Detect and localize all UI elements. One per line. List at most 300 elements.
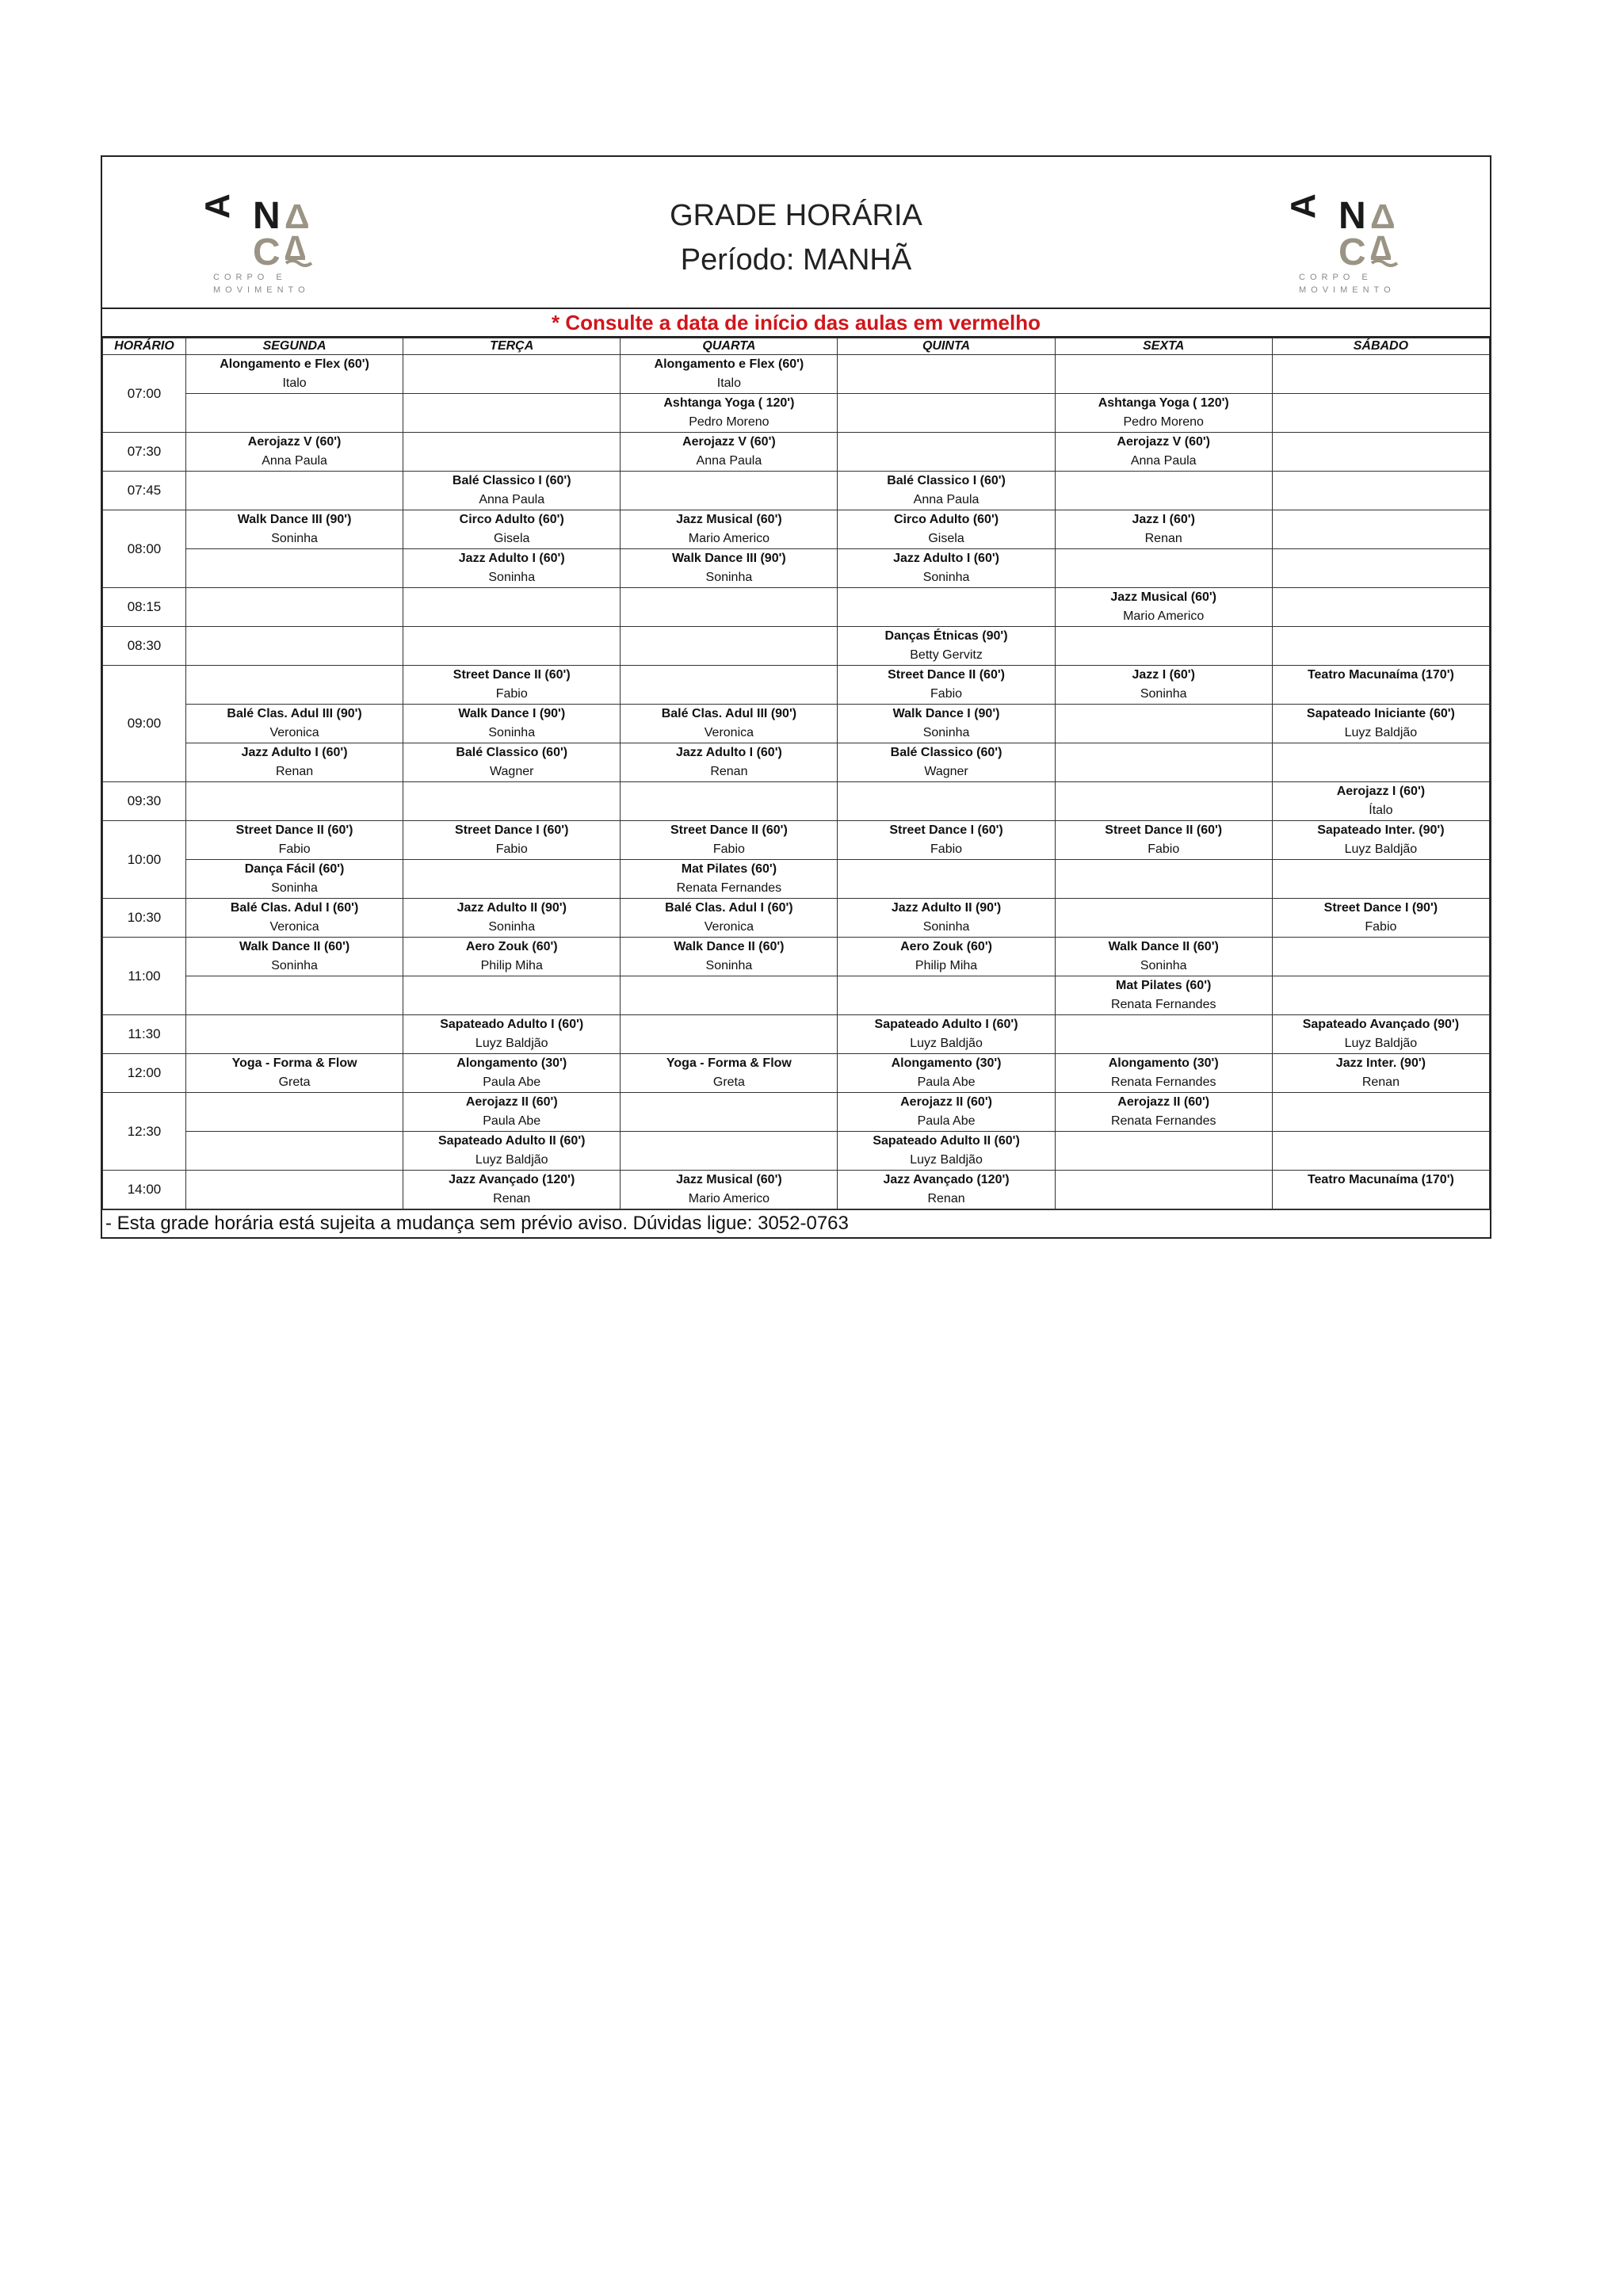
svg-text:C: C bbox=[1338, 231, 1366, 273]
class-name: Walk Dance II (60') bbox=[1108, 940, 1219, 953]
class-name: Yoga - Forma & Flow bbox=[231, 1056, 357, 1070]
class-cell bbox=[1272, 782, 1489, 821]
teacher-name: Soninha bbox=[1140, 959, 1187, 972]
table-row bbox=[103, 627, 1490, 666]
time-cell: 07:45 bbox=[103, 472, 186, 510]
class-cell bbox=[1272, 394, 1489, 433]
time-cell: 11:00 bbox=[103, 938, 186, 1015]
class-name: Alongamento (30') bbox=[891, 1056, 1002, 1070]
teacher-name: Paula Abe bbox=[917, 1075, 976, 1089]
class-name: Balé Clas. Adul I (60') bbox=[665, 901, 793, 915]
anaca-logo-mark bbox=[1284, 173, 1434, 273]
class-cell bbox=[621, 1054, 838, 1093]
teacher-name: Soninha bbox=[922, 920, 970, 934]
svg-text:C: C bbox=[253, 231, 281, 273]
class-name: Aero Zouk (60') bbox=[465, 940, 558, 953]
table-row bbox=[103, 355, 1490, 394]
teacher-name: Renan bbox=[493, 1192, 531, 1205]
column-header-6: SÁBADO bbox=[1272, 338, 1489, 355]
class-cell bbox=[1272, 1171, 1489, 1209]
class-cell bbox=[1055, 976, 1272, 1015]
class-cell bbox=[1055, 899, 1272, 938]
class-name: Walk Dance II (60') bbox=[239, 940, 350, 953]
class-cell bbox=[186, 355, 403, 394]
class-name: Sapateado Adulto I (60') bbox=[440, 1018, 584, 1031]
class-cell bbox=[1272, 1054, 1489, 1093]
svg-text:A: A bbox=[1284, 193, 1323, 219]
time-cell: 07:30 bbox=[103, 433, 186, 472]
class-cell bbox=[403, 588, 621, 627]
teacher-name: Mario Americo bbox=[688, 532, 770, 545]
teacher-name: Ítalo bbox=[1369, 804, 1393, 817]
teacher-name: Mario Americo bbox=[688, 1192, 770, 1205]
teacher-name: Mario Americo bbox=[1123, 609, 1205, 623]
class-name: Street Dance I (60') bbox=[455, 823, 569, 837]
class-cell bbox=[621, 355, 838, 394]
logo-subtitle-2: MOVIMENTO bbox=[1299, 285, 1396, 295]
class-cell bbox=[186, 549, 403, 588]
class-name: Street Dance II (60') bbox=[453, 668, 571, 682]
class-name: Teatro Macunaíma (170') bbox=[1307, 668, 1454, 682]
teacher-name: Anna Paula bbox=[913, 493, 980, 506]
class-cell bbox=[403, 1054, 621, 1093]
class-name: Jazz Musical (60') bbox=[676, 513, 782, 526]
class-cell bbox=[838, 1054, 1055, 1093]
class-name: Jazz I (60') bbox=[1132, 513, 1195, 526]
class-name: Aerojazz II (60') bbox=[1117, 1095, 1210, 1109]
class-cell bbox=[838, 705, 1055, 743]
table-row bbox=[103, 510, 1490, 549]
teacher-name: Soninha bbox=[271, 532, 318, 545]
teacher-name: Greta bbox=[712, 1075, 745, 1089]
teacher-name: Fabio bbox=[930, 687, 963, 701]
class-cell bbox=[1055, 588, 1272, 627]
class-name: Teatro Macunaíma (170') bbox=[1307, 1173, 1454, 1186]
table-row bbox=[103, 1132, 1490, 1171]
teacher-name: Soninha bbox=[922, 726, 970, 739]
teacher-name: Luyz Baldjão bbox=[1344, 726, 1418, 739]
class-name: Balé Classico I (60') bbox=[887, 474, 1006, 487]
logo-subtitle-2: MOVIMENTO bbox=[213, 285, 310, 295]
teacher-name: Renan bbox=[927, 1192, 965, 1205]
column-header-2: TERÇA bbox=[403, 338, 621, 355]
teacher-name: Luyz Baldjão bbox=[1344, 1037, 1418, 1050]
teacher-name: Italo bbox=[282, 376, 307, 390]
time-cell: 08:00 bbox=[103, 510, 186, 588]
table-row bbox=[103, 782, 1490, 821]
class-cell bbox=[403, 782, 621, 821]
table-row bbox=[103, 433, 1490, 472]
class-cell bbox=[186, 666, 403, 705]
teacher-name: Philip Miha bbox=[915, 959, 978, 972]
teacher-name: Renan bbox=[1144, 532, 1182, 545]
teacher-name: Renan bbox=[710, 765, 748, 778]
svg-text:N: N bbox=[253, 195, 281, 237]
column-header-4: QUINTA bbox=[838, 338, 1055, 355]
teacher-name: Soninha bbox=[488, 571, 536, 584]
teacher-name: Wagner bbox=[924, 765, 968, 778]
class-cell bbox=[621, 860, 838, 899]
table-row bbox=[103, 1093, 1490, 1132]
class-cell bbox=[621, 588, 838, 627]
class-cell bbox=[1055, 1015, 1272, 1054]
class-name: Jazz Musical (60') bbox=[1110, 590, 1217, 604]
table-row bbox=[103, 938, 1490, 976]
class-cell bbox=[186, 627, 403, 666]
class-cell bbox=[838, 472, 1055, 510]
teacher-name: Wagner bbox=[490, 765, 534, 778]
class-name: Circo Adulto (60') bbox=[459, 513, 564, 526]
teacher-name: Luyz Baldjão bbox=[1344, 842, 1418, 856]
class-cell bbox=[186, 976, 403, 1015]
class-cell bbox=[1272, 976, 1489, 1015]
class-cell bbox=[1055, 743, 1272, 782]
sheet-header bbox=[102, 157, 1490, 309]
class-cell bbox=[838, 1132, 1055, 1171]
table-row bbox=[103, 666, 1490, 705]
teacher-name: Veronica bbox=[269, 726, 319, 739]
class-cell bbox=[838, 1015, 1055, 1054]
class-name: Jazz Adulto I (60') bbox=[241, 746, 348, 759]
class-cell bbox=[621, 1171, 838, 1209]
class-name: Ashtanga Yoga ( 120') bbox=[663, 396, 795, 410]
class-cell bbox=[838, 821, 1055, 860]
teacher-name: Fabio bbox=[278, 842, 311, 856]
time-cell: 10:30 bbox=[103, 899, 186, 938]
page-title: GRADE HORÁRIA bbox=[670, 199, 922, 232]
class-cell bbox=[1272, 899, 1489, 938]
teacher-name: Fabio bbox=[930, 842, 963, 856]
class-cell bbox=[1055, 472, 1272, 510]
teacher-name: Renata Fernandes bbox=[1110, 1075, 1216, 1089]
class-cell bbox=[403, 510, 621, 549]
class-cell bbox=[1055, 433, 1272, 472]
class-cell bbox=[621, 1132, 838, 1171]
svg-text:∆: ∆ bbox=[285, 229, 306, 268]
table-row bbox=[103, 394, 1490, 433]
class-name: Circo Adulto (60') bbox=[893, 513, 999, 526]
class-cell bbox=[186, 782, 403, 821]
teacher-name: Soninha bbox=[705, 959, 753, 972]
class-name: Alongamento (30') bbox=[1108, 1056, 1219, 1070]
class-cell bbox=[186, 743, 403, 782]
class-cell bbox=[621, 743, 838, 782]
time-cell: 09:00 bbox=[103, 666, 186, 782]
class-cell bbox=[186, 510, 403, 549]
teacher-name: Pedro Moreno bbox=[1123, 415, 1204, 429]
class-cell bbox=[838, 666, 1055, 705]
logo-subtitle-1: CORPO E bbox=[213, 273, 287, 282]
class-cell bbox=[403, 627, 621, 666]
teacher-name: Renan bbox=[276, 765, 314, 778]
class-cell bbox=[403, 860, 621, 899]
class-cell bbox=[1055, 860, 1272, 899]
teacher-name: Luyz Baldjão bbox=[475, 1037, 548, 1050]
class-cell bbox=[838, 394, 1055, 433]
class-cell bbox=[838, 510, 1055, 549]
time-cell: 09:30 bbox=[103, 782, 186, 821]
class-name: Mat Pilates (60') bbox=[1116, 979, 1212, 992]
class-name: Street Dance II (60') bbox=[888, 668, 1005, 682]
class-name: Walk Dance I (90') bbox=[892, 707, 1000, 720]
class-cell bbox=[403, 549, 621, 588]
footer-disclaimer: - Esta grade horária está sujeita a mudança sem prévio aviso. Dúvidas ligue: 3052-0763 bbox=[102, 1209, 1490, 1237]
teacher-name: Gisela bbox=[494, 532, 530, 545]
class-cell bbox=[1055, 627, 1272, 666]
class-cell bbox=[1272, 549, 1489, 588]
class-cell bbox=[621, 549, 838, 588]
class-cell bbox=[621, 899, 838, 938]
teacher-name: Pedro Moreno bbox=[689, 415, 769, 429]
class-name: Walk Dance I (90') bbox=[458, 707, 566, 720]
class-cell bbox=[838, 627, 1055, 666]
class-cell bbox=[403, 1093, 621, 1132]
class-name: Sapateado Adulto I (60') bbox=[874, 1018, 1018, 1031]
class-name: Aerojazz II (60') bbox=[465, 1095, 558, 1109]
teacher-name: Soninha bbox=[488, 920, 536, 934]
class-cell bbox=[838, 1171, 1055, 1209]
class-cell bbox=[403, 976, 621, 1015]
class-name: Aerojazz V (60') bbox=[1117, 435, 1211, 449]
class-cell bbox=[1055, 1054, 1272, 1093]
teacher-name: Soninha bbox=[705, 571, 753, 584]
teacher-name: Fabio bbox=[1148, 842, 1180, 856]
class-cell bbox=[621, 627, 838, 666]
class-cell bbox=[621, 976, 838, 1015]
class-cell bbox=[838, 1093, 1055, 1132]
class-name: Aerojazz I (60') bbox=[1336, 785, 1426, 798]
class-cell bbox=[838, 899, 1055, 938]
class-name: Aerojazz V (60') bbox=[682, 435, 776, 449]
teacher-name: Philip Miha bbox=[480, 959, 543, 972]
class-cell bbox=[838, 976, 1055, 1015]
teacher-name: Betty Gervitz bbox=[910, 648, 983, 662]
class-cell bbox=[403, 705, 621, 743]
anaca-logo-right bbox=[1284, 173, 1434, 300]
class-cell bbox=[621, 666, 838, 705]
class-cell bbox=[621, 1093, 838, 1132]
class-name: Walk Dance III (90') bbox=[237, 513, 352, 526]
table-row bbox=[103, 1171, 1490, 1209]
class-cell bbox=[1272, 743, 1489, 782]
class-cell bbox=[1272, 355, 1489, 394]
class-cell bbox=[186, 821, 403, 860]
class-name: Jazz Adulto I (60') bbox=[675, 746, 782, 759]
header-row bbox=[103, 338, 1490, 355]
class-cell bbox=[1055, 938, 1272, 976]
teacher-name: Paula Abe bbox=[917, 1114, 976, 1128]
class-cell bbox=[186, 588, 403, 627]
class-cell bbox=[1272, 472, 1489, 510]
teacher-name: Greta bbox=[278, 1075, 311, 1089]
class-cell bbox=[621, 782, 838, 821]
class-cell bbox=[186, 1054, 403, 1093]
class-cell bbox=[1055, 705, 1272, 743]
teacher-name: Paula Abe bbox=[483, 1075, 541, 1089]
time-cell: 10:00 bbox=[103, 821, 186, 899]
class-name: Walk Dance II (60') bbox=[674, 940, 785, 953]
class-cell bbox=[1272, 860, 1489, 899]
teacher-name: Anna Paula bbox=[479, 493, 545, 506]
teacher-name: Renan bbox=[1361, 1075, 1400, 1089]
class-cell bbox=[186, 1132, 403, 1171]
class-name: Street Dance II (60') bbox=[235, 823, 353, 837]
teacher-name: Renata Fernandes bbox=[676, 881, 782, 895]
teacher-name: Anna Paula bbox=[1130, 454, 1197, 468]
class-cell bbox=[403, 938, 621, 976]
teacher-name: Gisela bbox=[928, 532, 964, 545]
class-name: Jazz I (60') bbox=[1132, 668, 1195, 682]
class-cell bbox=[838, 782, 1055, 821]
period-label: Período: MANHÃ bbox=[680, 243, 912, 277]
class-name: Sapateado Adulto II (60') bbox=[438, 1134, 586, 1148]
class-cell bbox=[1055, 355, 1272, 394]
class-cell bbox=[621, 394, 838, 433]
class-cell bbox=[403, 899, 621, 938]
schedule-sheet bbox=[101, 155, 1491, 1239]
teacher-name: Soninha bbox=[1140, 687, 1187, 701]
class-cell bbox=[1272, 705, 1489, 743]
class-name: Sapateado Avançado (90') bbox=[1302, 1018, 1460, 1031]
table-row bbox=[103, 472, 1490, 510]
class-cell bbox=[186, 860, 403, 899]
class-cell bbox=[403, 743, 621, 782]
column-header-3: QUARTA bbox=[621, 338, 838, 355]
class-cell bbox=[838, 549, 1055, 588]
class-name: Street Dance II (60') bbox=[670, 823, 788, 837]
schedule-table bbox=[102, 338, 1490, 1209]
class-name: Yoga - Forma & Flow bbox=[666, 1056, 792, 1070]
class-cell bbox=[621, 433, 838, 472]
class-cell bbox=[621, 472, 838, 510]
svg-text:Δ: Δ bbox=[1370, 197, 1396, 236]
class-name: Aerojazz II (60') bbox=[900, 1095, 992, 1109]
class-cell bbox=[186, 1015, 403, 1054]
class-cell bbox=[1272, 1015, 1489, 1054]
table-row bbox=[103, 549, 1490, 588]
class-cell bbox=[1272, 627, 1489, 666]
class-name: Jazz Adulto I (60') bbox=[458, 552, 565, 565]
class-cell bbox=[1272, 938, 1489, 976]
teacher-name: Soninha bbox=[488, 726, 536, 739]
class-name: Walk Dance III (90') bbox=[672, 552, 786, 565]
class-name: Ashtanga Yoga ( 120') bbox=[1098, 396, 1229, 410]
class-cell bbox=[186, 1093, 403, 1132]
class-name: Jazz Adulto I (60') bbox=[893, 552, 999, 565]
class-name: Dança Fácil (60') bbox=[244, 862, 345, 876]
teacher-name: Anna Paula bbox=[262, 454, 327, 468]
class-name: Jazz Adulto II (90') bbox=[891, 901, 1002, 915]
class-name: Sapateado Adulto II (60') bbox=[873, 1134, 1020, 1148]
title-block bbox=[102, 193, 1490, 282]
teacher-name: Renata Fernandes bbox=[1110, 1114, 1216, 1128]
time-cell: 11:30 bbox=[103, 1015, 186, 1054]
column-header-1: SEGUNDA bbox=[186, 338, 403, 355]
teacher-name: Luyz Baldjão bbox=[475, 1153, 548, 1167]
teacher-name: Veronica bbox=[704, 920, 754, 934]
teacher-name: Soninha bbox=[922, 571, 970, 584]
class-cell bbox=[838, 743, 1055, 782]
class-cell bbox=[1055, 666, 1272, 705]
time-cell: 12:30 bbox=[103, 1093, 186, 1171]
table-row bbox=[103, 1015, 1490, 1054]
logo-subtitle-1: CORPO E bbox=[1299, 273, 1373, 282]
class-name: Balé Classico (60') bbox=[890, 746, 1002, 759]
class-cell bbox=[621, 510, 838, 549]
class-cell bbox=[186, 705, 403, 743]
class-cell bbox=[838, 860, 1055, 899]
class-cell bbox=[621, 821, 838, 860]
class-cell bbox=[186, 899, 403, 938]
class-name: Sapateado Inter. (90') bbox=[1317, 823, 1445, 837]
class-name: Balé Classico (60') bbox=[456, 746, 568, 759]
class-name: Jazz Avançado (120') bbox=[883, 1173, 1010, 1186]
class-name: Street Dance I (60') bbox=[889, 823, 1003, 837]
class-cell bbox=[1055, 821, 1272, 860]
class-cell bbox=[403, 355, 621, 394]
class-cell bbox=[403, 666, 621, 705]
class-cell bbox=[403, 1171, 621, 1209]
table-row bbox=[103, 899, 1490, 938]
table-row bbox=[103, 1054, 1490, 1093]
table-row bbox=[103, 860, 1490, 899]
teacher-name: Fabio bbox=[495, 687, 528, 701]
class-cell bbox=[186, 472, 403, 510]
class-cell bbox=[403, 1015, 621, 1054]
class-name: Jazz Adulto II (90') bbox=[456, 901, 567, 915]
class-cell bbox=[1272, 1093, 1489, 1132]
class-cell bbox=[1055, 510, 1272, 549]
teacher-name: Fabio bbox=[712, 842, 745, 856]
table-row bbox=[103, 705, 1490, 743]
time-cell: 08:30 bbox=[103, 627, 186, 666]
class-cell bbox=[1055, 1171, 1272, 1209]
teacher-name: Italo bbox=[716, 376, 742, 390]
class-name: Balé Classico I (60') bbox=[452, 474, 571, 487]
class-name: Street Dance I (90') bbox=[1323, 901, 1438, 915]
class-name: Jazz Inter. (90') bbox=[1335, 1056, 1426, 1070]
schedule-body bbox=[103, 355, 1490, 1209]
class-cell bbox=[838, 938, 1055, 976]
class-name: Balé Clas. Adul III (90') bbox=[227, 707, 362, 720]
teacher-name: Soninha bbox=[271, 959, 318, 972]
class-name: Jazz Musical (60') bbox=[676, 1173, 782, 1186]
class-cell bbox=[403, 394, 621, 433]
class-cell bbox=[403, 433, 621, 472]
class-cell bbox=[621, 1015, 838, 1054]
svg-text:A: A bbox=[198, 193, 237, 219]
teacher-name: Soninha bbox=[271, 881, 318, 895]
start-date-notice: * Consulte a data de início das aulas em vermelho bbox=[102, 309, 1490, 338]
teacher-name: Veronica bbox=[269, 920, 319, 934]
class-name: Mat Pilates (60') bbox=[681, 862, 777, 876]
class-name: Balé Clas. Adul III (90') bbox=[661, 707, 797, 720]
class-name: Aero Zouk (60') bbox=[900, 940, 992, 953]
teacher-name: Veronica bbox=[704, 726, 754, 739]
class-cell bbox=[621, 705, 838, 743]
class-name: Alongamento e Flex (60') bbox=[654, 357, 804, 371]
teacher-name: Fabio bbox=[1365, 920, 1397, 934]
class-cell bbox=[1055, 394, 1272, 433]
class-cell bbox=[621, 938, 838, 976]
class-name: Alongamento e Flex (60') bbox=[220, 357, 369, 371]
class-cell bbox=[1272, 666, 1489, 705]
teacher-name: Luyz Baldjão bbox=[910, 1153, 983, 1167]
class-cell bbox=[403, 1132, 621, 1171]
class-cell bbox=[1272, 433, 1489, 472]
class-cell bbox=[1272, 1132, 1489, 1171]
svg-text:Δ: Δ bbox=[285, 197, 310, 236]
